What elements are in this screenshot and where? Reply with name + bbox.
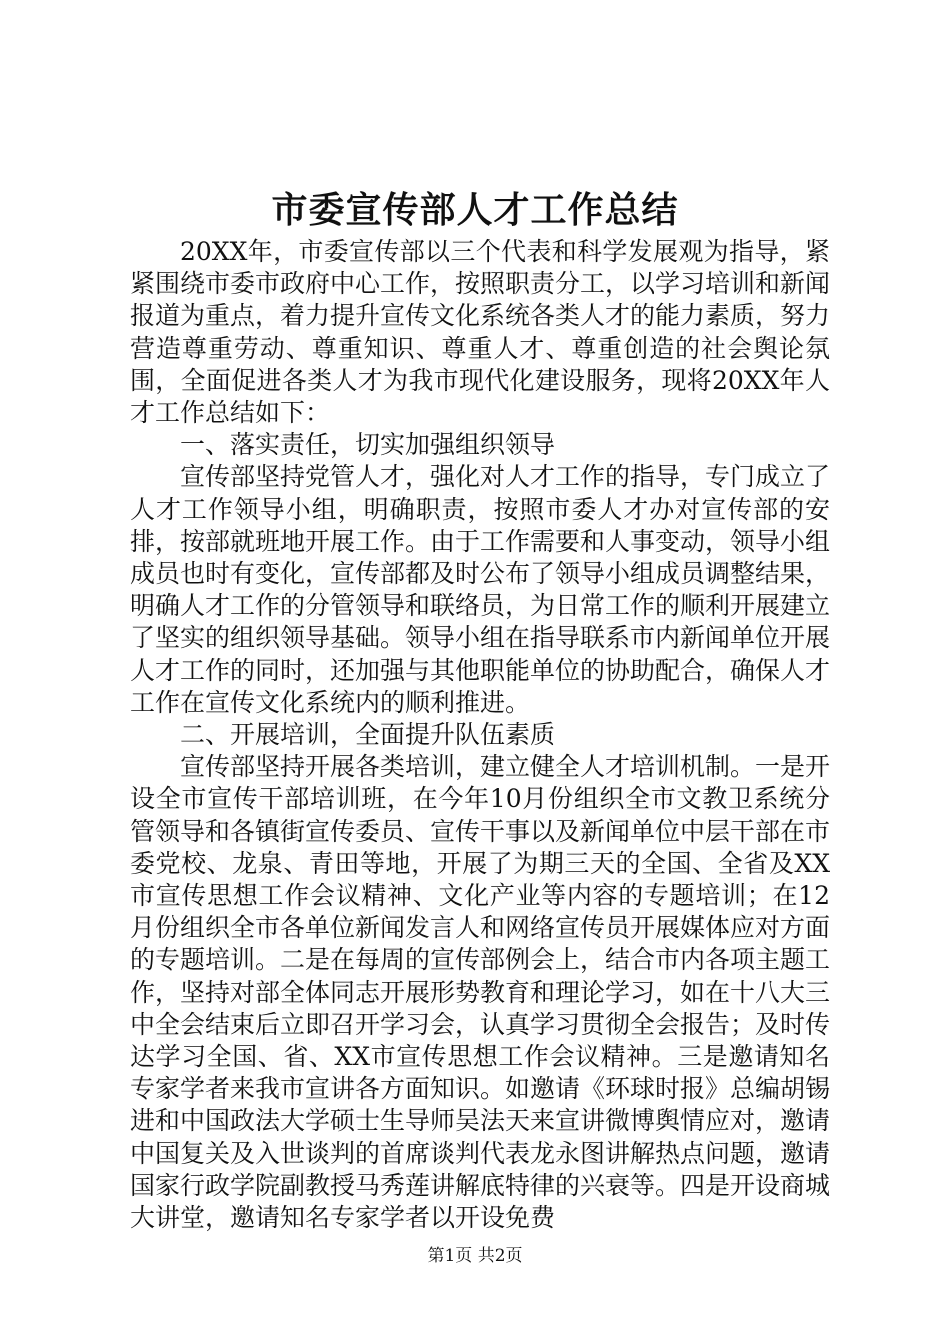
section-paragraph-2: 宣传部坚持开展各类培训，建立健全人才培训机制。一是开设全市宣传干部培训班，在今年10月份组织全市文教卫系统分管领导和各镇街宣传委员、宣传干事以及新闻单位中层干部在市委党校、龙泉、青田等地，开展了为期三天的全国、全省及XX市宣传思想工作会议精神、文化产业等内容的专题培训；在12月份组织全市各单位新闻发言人和网络宣传员开展媒体应对方面的专题培训。二是在每周的宣传部例会上，结合市内各项主题工作，坚持对部全体同志开展形势教育和理论学习，如在十八大三中全会结束后立即召开学习会，认真学习贯彻全会报告；及时传达学习全国、省、XX市宣传思想工作会议精神。三是邀请知名专家学者来我市宣讲各方面知识。如邀请《环球时报》总编胡锡进和中国政法大学硕士生导师吴法天来宣讲微博舆情应对，邀请中国复关及入世谈判的首席谈判代表龙永图讲解热点问题，邀请国家行政学院副教授马秀莲讲解底特律的兴衰等。四是开设商城大讲堂，邀请知名专家学者以开设免费 bbox=[130, 752, 831, 1233]
document-body bbox=[130, 236, 830, 1234]
page-footer: 第1页 共2页 bbox=[427, 1246, 523, 1266]
section-paragraph-1: 宣传部坚持党管人才，强化对人才工作的指导，专门成立了人才工作领导小组，明确职责，按照市委人才办对宣传部的安排，按部就班地开展工作。由于工作需要和人事变动，领导小组成员也时有变化，宣传部都及时公布了领导小组成员调整结果，明确人才工作的分管领导和联络员，为日常工作的顺利开展建立了坚实的组织领导基础。领导小组在指导联系市内新闻单位开展人才工作的同时，还加强与其他职能单位的协助配合，确保人才工作在宣传文化系统内的顺利推进。 bbox=[130, 462, 831, 717]
section-heading-1: 一、落实责任，切实加强组织领导 bbox=[180, 430, 556, 460]
section-heading-2: 二、开展培训，全面提升队伍素质 bbox=[180, 720, 556, 750]
document-title: 市委宣传部人才工作总结 bbox=[271, 189, 679, 231]
intro-paragraph: 20XX年，市委宣传部以三个代表和科学发展观为指导，紧紧围绕市委市政府中心工作，按照职责分工，以学习培训和新闻报道为重点，着力提升宣传文化系统各类人才的能力素质，努力营造尊重劳动、尊重知识、尊重人才、尊重创造的社会舆论氛围，全面促进各类人才为我市现代化建设服务，现将20XX年人才工作总结如下： bbox=[130, 237, 831, 428]
